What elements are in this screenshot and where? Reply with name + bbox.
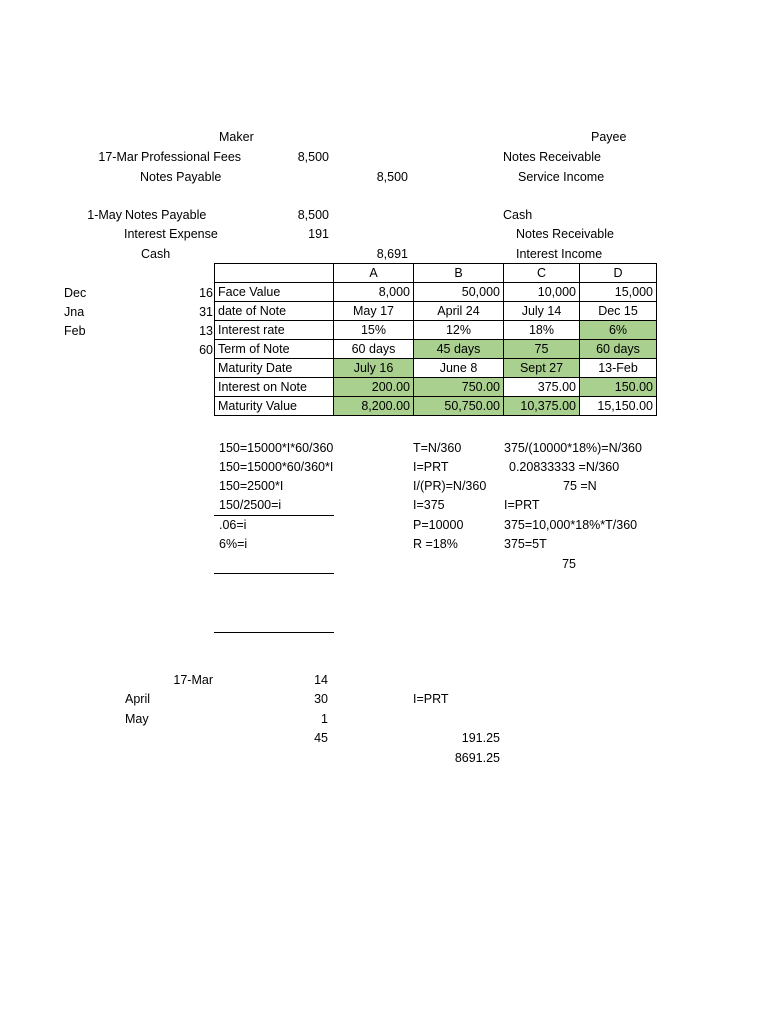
table-corner-cell xyxy=(215,264,334,283)
maker-entry-account: Notes Payable xyxy=(125,208,207,222)
days-label: May xyxy=(125,712,149,726)
column-header: B xyxy=(414,264,504,283)
work-line: 0.20833333 =N/360 xyxy=(509,460,620,474)
maker-entry-account: Interest Expense xyxy=(124,227,218,241)
maker-entry-account: Cash xyxy=(141,247,171,261)
work-line: 150=2500*I xyxy=(219,479,284,493)
maker-entry-debit: 191 xyxy=(308,227,329,241)
side-month: Feb xyxy=(64,324,86,338)
result-value: 8691.25 xyxy=(454,751,500,765)
table-header-row xyxy=(215,264,657,283)
days-label: April xyxy=(125,692,151,706)
maker-header: Maker xyxy=(219,130,254,144)
column-header: A xyxy=(334,264,414,283)
work-line: 75 xyxy=(562,557,576,571)
maker-entry-debit: 8,500 xyxy=(297,150,329,164)
table-cell: 13-Feb xyxy=(580,359,657,378)
underline-rule xyxy=(214,573,334,574)
days-total: 45 xyxy=(314,731,328,745)
work-line: 150/2500=i xyxy=(219,498,282,512)
side-month: Dec xyxy=(64,286,87,300)
table-row xyxy=(215,340,657,359)
days-value: 14 xyxy=(314,673,328,687)
table-cell-highlighted: 50,750.00 xyxy=(414,397,504,416)
work-line: I/(PR)=N/360 xyxy=(413,479,487,493)
maker-entry-debit: 8,500 xyxy=(297,208,329,222)
work-line: .06=i xyxy=(219,518,247,532)
table-cell-highlighted: 8,200.00 xyxy=(334,397,414,416)
underline-rule xyxy=(214,632,334,633)
column-header: C xyxy=(504,264,580,283)
table-row xyxy=(215,397,657,416)
table-row xyxy=(215,302,657,321)
days-label: 17-Mar xyxy=(173,673,213,687)
table-cell: 12% xyxy=(414,321,504,340)
table-cell: 15% xyxy=(334,321,414,340)
days-value: 1 xyxy=(321,712,328,726)
row-label: Interest on Note xyxy=(215,378,334,397)
formula-text: I=PRT xyxy=(413,692,449,706)
side-day: 60 xyxy=(199,343,213,357)
table-cell-highlighted: 200.00 xyxy=(334,378,414,397)
maker-entry-credit: 8,500 xyxy=(376,170,408,184)
row-label: Interest rate xyxy=(215,321,334,340)
payee-entry-account: Service Income xyxy=(518,170,605,184)
table-cell: June 8 xyxy=(414,359,504,378)
table-row xyxy=(215,359,657,378)
maker-entry-date: 1-May xyxy=(87,208,122,222)
table-cell-highlighted: 150.00 xyxy=(580,378,657,397)
table-cell: Dec 15 xyxy=(580,302,657,321)
table-cell: July 14 xyxy=(504,302,580,321)
work-line: 375/(10000*18%)=N/360 xyxy=(504,441,642,455)
underline-rule xyxy=(214,515,334,516)
work-line: T=N/360 xyxy=(413,441,462,455)
work-line: 150=15000*I*60/360 xyxy=(219,441,334,455)
payee-entry-account: Notes Receivable xyxy=(503,150,601,164)
row-label: Face Value xyxy=(215,283,334,302)
side-month: Jna xyxy=(64,305,85,319)
row-label: Maturity Value xyxy=(215,397,334,416)
side-day: 13 xyxy=(199,324,213,338)
work-line: I=PRT xyxy=(504,498,540,512)
row-label: date of Note xyxy=(215,302,334,321)
table-row xyxy=(215,378,657,397)
table-cell: 10,000 xyxy=(504,283,580,302)
maker-entry-date: 17-Mar xyxy=(98,150,138,164)
work-line: 6%=i xyxy=(219,537,248,551)
side-day: 31 xyxy=(199,305,213,319)
column-header: D xyxy=(580,264,657,283)
table-cell: 60 days xyxy=(334,340,414,359)
work-line: 150=15000*60/360*I xyxy=(219,460,334,474)
table-cell-highlighted: 6% xyxy=(580,321,657,340)
payee-entry-account: Interest Income xyxy=(516,247,603,261)
table-cell: 50,000 xyxy=(414,283,504,302)
work-line: P=10000 xyxy=(413,518,464,532)
table-cell-highlighted: 10,375.00 xyxy=(504,397,580,416)
notes-table xyxy=(214,263,657,416)
table-cell-highlighted: 750.00 xyxy=(414,378,504,397)
maker-entry-account: Notes Payable xyxy=(140,170,222,184)
payee-header: Payee xyxy=(591,130,627,144)
row-label: Term of Note xyxy=(215,340,334,359)
payee-entry-account: Notes Receivable xyxy=(516,227,614,241)
table-cell: 8,000 xyxy=(334,283,414,302)
payee-entry-account: Cash xyxy=(503,208,533,222)
table-cell-highlighted: 45 days xyxy=(414,340,504,359)
table-cell-highlighted: Sept 27 xyxy=(504,359,580,378)
work-line: 375=5T xyxy=(504,537,547,551)
work-line: I=375 xyxy=(413,498,445,512)
row-label: Maturity Date xyxy=(215,359,334,378)
table-cell: 15,150.00 xyxy=(580,397,657,416)
table-row xyxy=(215,321,657,340)
table-cell-highlighted: July 16 xyxy=(334,359,414,378)
maker-entry-account: Professional Fees xyxy=(141,150,242,164)
table-cell: 375.00 xyxy=(504,378,580,397)
table-cell: May 17 xyxy=(334,302,414,321)
work-line: I=PRT xyxy=(413,460,449,474)
table-cell-highlighted: 75 xyxy=(504,340,580,359)
work-line: 75 =N xyxy=(563,479,597,493)
table-cell: 15,000 xyxy=(580,283,657,302)
table-cell: 18% xyxy=(504,321,580,340)
result-value: 191.25 xyxy=(461,731,500,745)
side-day: 16 xyxy=(199,286,213,300)
work-line: R =18% xyxy=(413,537,458,551)
table-cell: April 24 xyxy=(414,302,504,321)
days-value: 30 xyxy=(314,692,328,706)
table-cell-highlighted: 60 days xyxy=(580,340,657,359)
work-line: 375=10,000*18%*T/360 xyxy=(504,518,638,532)
maker-entry-credit: 8,691 xyxy=(376,247,408,261)
table-row xyxy=(215,283,657,302)
